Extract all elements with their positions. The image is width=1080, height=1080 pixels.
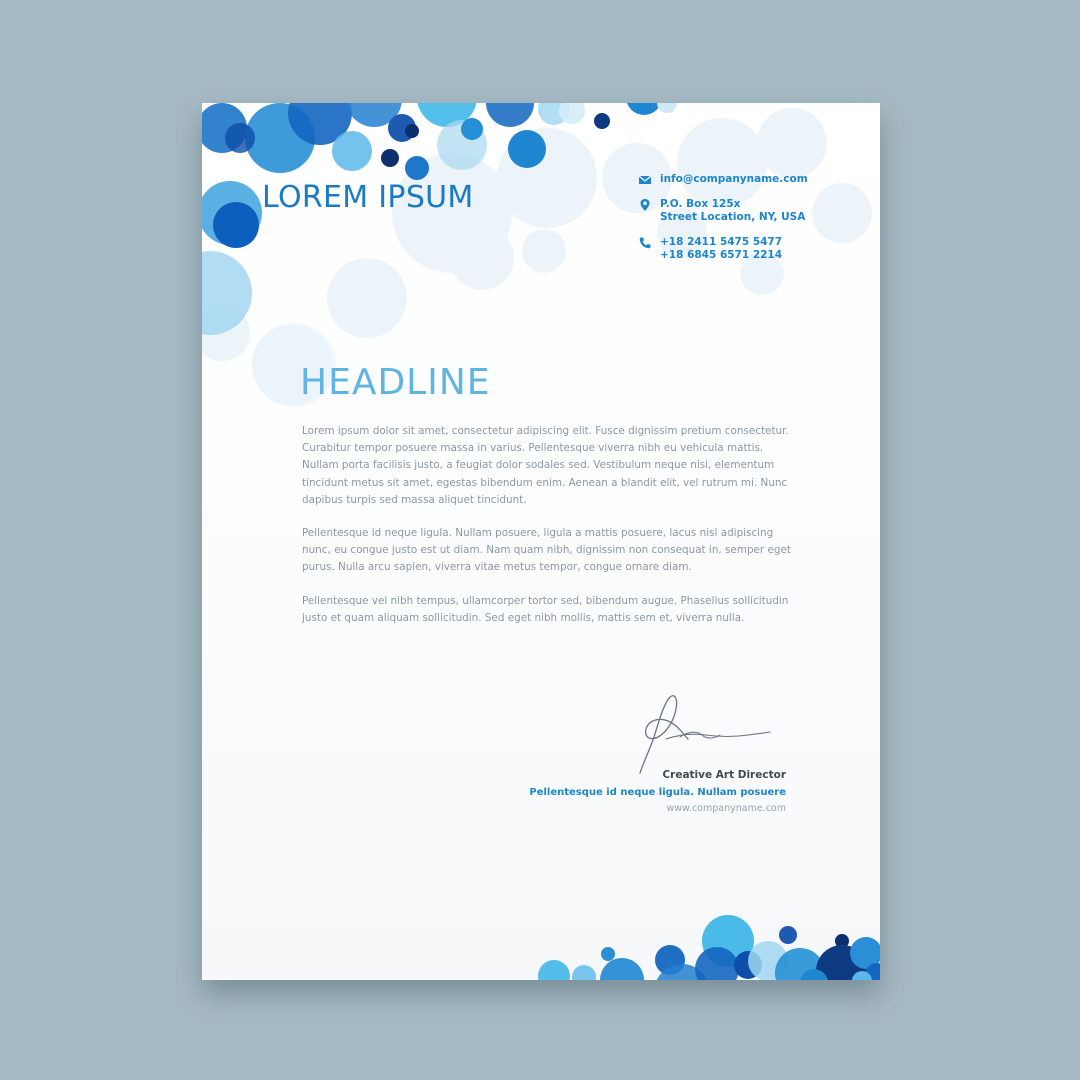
body-text <box>302 423 797 643</box>
signer-title: Creative Art Director <box>662 769 786 781</box>
address-line-1: P.O. Box 125x <box>660 198 741 210</box>
phone-icon <box>638 236 652 250</box>
address-line-2: Street Location, NY, USA <box>660 211 806 223</box>
company-website: www.companyname.com <box>666 803 786 814</box>
contact-phone <box>638 236 868 262</box>
body-paragraph-1: Lorem ipsum dolor sit amet, consectetur adipiscing elit. Fusce dignissim pretium consectetur. Curabitur tempor posuere massa in varius. Pellentesque viverra nibh eu vehicula mattis. Nullam porta facilisis justo, a feugiat dolor sodales sed. Vestibulum neque nisi, elementum tincidunt metus sit amet, egestas bibendum enim. Aenean a blandit elit, vel rutrum mi. Nunc dapibus turpis sed massa aliquet tincidunt. <box>302 425 789 506</box>
contact-block <box>638 173 868 274</box>
headline: HEADLINE <box>300 362 491 403</box>
signer-subtitle: Pellentesque id neque ligula. Nullam posuere <box>529 787 786 798</box>
brand-name: LOREM IPSUM <box>262 180 474 215</box>
phone-number-2: +18 6845 6571 2214 <box>660 249 783 261</box>
mail-icon <box>638 173 652 187</box>
location-pin-icon <box>638 198 652 212</box>
contact-address <box>638 198 868 224</box>
contact-email <box>638 173 868 186</box>
letterhead-page <box>202 103 880 980</box>
phone-number-1: +18 2411 5475 5477 <box>660 236 783 248</box>
contact-email-text: info@companyname.com <box>660 173 808 185</box>
signoff-block <box>529 767 786 816</box>
body-paragraph-2: Pellentesque id neque ligula. Nullam posuere, ligula a mattis posuere, lacus nisl adipiscing nunc, eu congue justo est ut diam. Nam quam nibh, dignissim non consequat in, semper eget purus. Nulla arcu sapien, viverra vitae metus tempor, congue ornare diam. <box>302 527 791 574</box>
body-paragraph-3: Pellentesque vel nibh tempus, ullamcorper tortor sed, bibendum augue. Phasellus sollicitudin justo et quam aliquam sollicitudin. Sed eget nibh mollis, mattis sem et, viverra nulla. <box>302 594 789 624</box>
